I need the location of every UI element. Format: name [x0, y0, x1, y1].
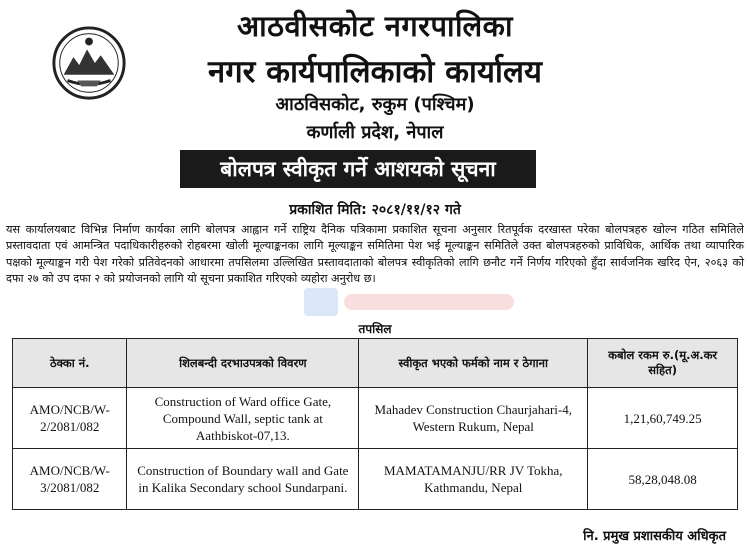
- description-cell: Construction of Boundary wall and Gate in Kalika Secondary school Sundarpani.: [127, 449, 359, 510]
- notice-body: यस कार्यालयबाट विभिन्न निर्माण कार्यका लागि बोलपत्र आह्वान गर्ने राष्ट्रिय दैनिक पत्रिकामा प्रकाशित सूचना अनुसार रितपूर्वक दरखास्त परेका बोलपत्रहरु खोल्न गठित समितिले प्रस्तावदाता एवं आमन्त्रित पदाधिकारीहरुको रोहबरमा खोली मूल्याङ्कनका लागि मूल्याङ्कन समितिमा पेश भई मूल्याङ्कन समितिले उक्त बोलपत्रहरुको प्राविधिक, आर्थिक तथा व्यापारिक पक्षको मूल्याङ्कन गरी पेश गरेको प्रतिवेदनको आधारमा तपसिलमा उल्लिखित प्रस्तावदाताको बोलपत्र स्वीकृतिको लागि छनौट गर्ने निर्णय गरिएको हुँदा सार्वजनिक खरिद ऐन, २०६३ को दफा २७ को उप दफा २ को प्रयोजनको लागि यो सूचना प्रकाशित गरिएको व्यहोरा अनुरोध छ।: [6, 223, 744, 286]
- table-row: [13, 388, 738, 449]
- office-location: आठविसकोट, रुकुम (पश्चिम): [275, 94, 475, 115]
- firm-cell: MAMATAMANJU/RR JV Tokha, Kathmandu, Nepal: [359, 449, 588, 510]
- firm-cell: Mahadev Construction Chaurjahari-4, Western Rukum, Nepal: [359, 388, 588, 449]
- table-row: [13, 449, 738, 510]
- notice-title-banner: [180, 150, 536, 188]
- signoff-officer: नि. प्रमुख प्रशासकीय अधिकृत: [583, 529, 726, 544]
- amount-cell: 58,28,048.08: [588, 449, 738, 510]
- header-amount: कबोल रकम रु.(मू.अ.कर सहित): [588, 339, 738, 388]
- contract-no-cell: AMO/NCB/W-3/2081/082: [13, 449, 127, 510]
- contract-no-cell: AMO/NCB/W-2/2081/082: [13, 388, 127, 449]
- office-name: नगर कार्यपालिकाको कार्यालय: [208, 54, 542, 90]
- notice-title: बोलपत्र स्वीकृत गर्ने आशयको सूचना: [220, 157, 496, 181]
- header-contract-no: ठेक्का नं.: [13, 339, 127, 388]
- amount-cell: 1,21,60,749.25: [588, 388, 738, 449]
- description-cell: Construction of Ward office Gate, Compound Wall, septic tank at Aathbiskot-07,13.: [127, 388, 359, 449]
- header-description: शिलबन्दी दरभाउपत्रको विवरण: [127, 339, 359, 388]
- table-header-row: [13, 339, 738, 388]
- municipality-name: आठवीसकोट नगरपालिका: [237, 9, 513, 43]
- table-title: तपसिल: [358, 322, 392, 336]
- approved-bids-table: [12, 338, 738, 510]
- published-date: प्रकाशित मिति: २०८१/११/१२ गते: [289, 202, 461, 218]
- office-province: कर्णाली प्रदेश, नेपाल: [306, 122, 444, 143]
- header-firm: स्वीकृत भएको फर्मको नाम र ठेगाना: [359, 339, 588, 388]
- watermark-logo: [300, 282, 520, 322]
